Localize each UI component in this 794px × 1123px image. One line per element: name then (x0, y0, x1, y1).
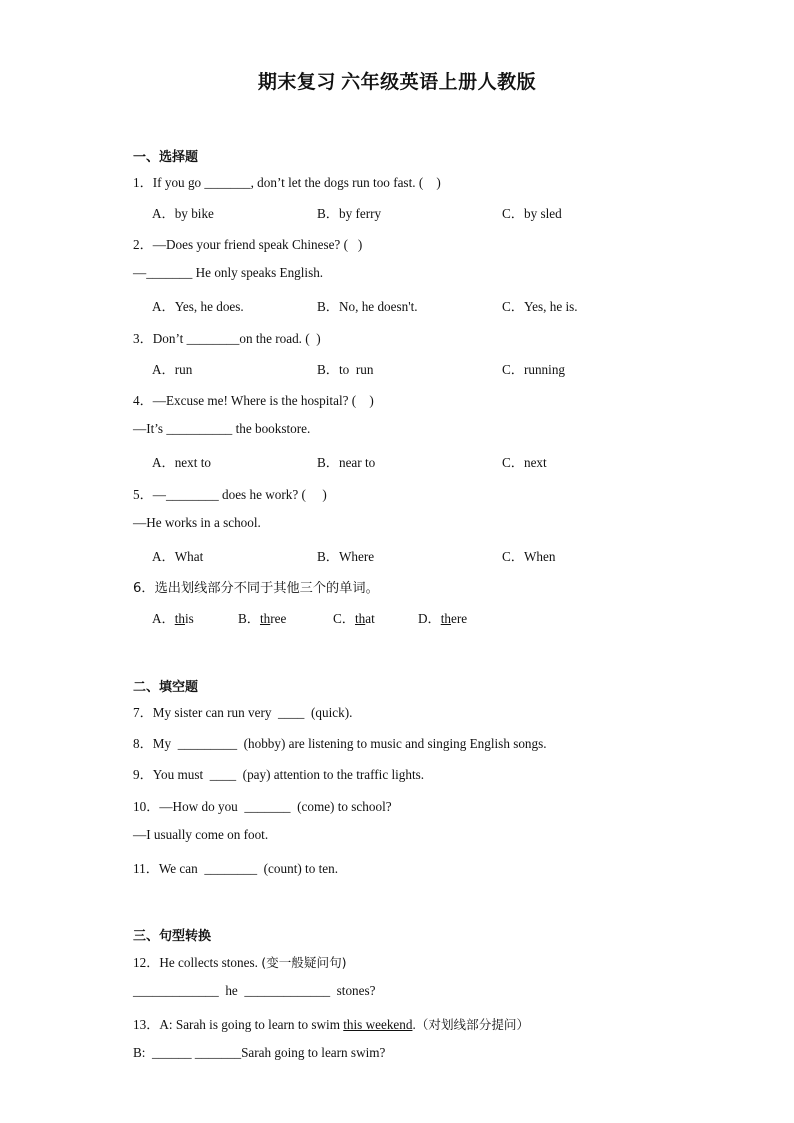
question-4-stem: 4．—Excuse me! Where is the hospital? ( ) (133, 393, 374, 408)
question-3-option-a: A．run (152, 362, 193, 377)
question-7: 7．My sister can run very ____ (quick). (133, 705, 353, 720)
question-2-option-a: A．Yes, he does. (152, 299, 244, 314)
question-9: 9．You must ____ (pay) attention to the traffic lights. (133, 767, 425, 782)
question-13-period: . (412, 1017, 416, 1032)
question-2-line: —_______ He only speaks English. (133, 265, 324, 280)
question-2-stem: 2．—Does your friend speak Chinese? ( ) (133, 237, 363, 252)
question-12-stem (133, 952, 347, 971)
question-8: 8．My _________ (hobby) are listening to music and singing English songs. (133, 736, 547, 751)
underlined-part: th (440, 611, 451, 626)
question-5-line: —He works in a school. (133, 515, 261, 530)
word-rest: at (365, 611, 375, 626)
section-title-fill-blank: 二、填空题 (133, 680, 199, 695)
question-5-option-b: B．Where (317, 549, 375, 564)
question-13-stem (133, 1014, 529, 1033)
question-6-option-c (333, 608, 375, 627)
option-label: B． (238, 611, 260, 626)
section-title-choice: 一、选择题 (133, 150, 199, 165)
question-4-option-c: C．next (502, 455, 547, 470)
question-12-answer-line: _____________ he _____________ stones? (133, 983, 376, 998)
question-5-stem: 5．—________ does he work? ( ) (133, 487, 327, 502)
word-rest: is (184, 611, 194, 626)
option-label: D． (418, 611, 441, 626)
word-rest: ree (270, 611, 287, 626)
question-1-stem: 1．If you go _______, don’t let the dogs run too fast. ( ) (133, 175, 441, 190)
question-2-option-c: C．Yes, he is. (502, 299, 578, 314)
question-13-instruction: （对划线部分提问） (415, 1017, 530, 1032)
question-4-option-a: A．next to (152, 455, 211, 470)
question-3-option-c: C．running (502, 362, 566, 377)
question-12-text: 12．He collects stones. (133, 955, 262, 970)
question-1-option-a: A．by bike (152, 206, 214, 221)
section-title-sentence-transform: 三、句型转换 (133, 929, 212, 944)
question-6-option-b (238, 608, 286, 627)
page-title: 期末复习 六年级英语上册人教版 (257, 72, 537, 93)
question-6-option-d (418, 608, 467, 627)
question-5-option-c: C．When (502, 549, 556, 564)
question-4-option-b: B．near to (317, 455, 376, 470)
question-13-underlined: this weekend (343, 1017, 413, 1032)
question-11: 11．We can ________ (count) to ten. (133, 861, 339, 876)
question-6-stem: 6．选出划线部分不同于其他三个的单词。 (133, 581, 379, 596)
underlined-part: th (354, 611, 366, 626)
question-3-stem: 3．Don’t ________on the road. ( ) (133, 331, 321, 346)
question-13-answer-line: B: ______ _______Sarah going to learn swim? (133, 1045, 386, 1060)
question-1-option-b: B．by ferry (317, 206, 382, 221)
question-5-option-a: A．What (152, 549, 204, 564)
option-label: A． (152, 611, 175, 626)
question-12-instruction: (变一般疑问句) (261, 955, 347, 970)
word-rest: ere (450, 611, 468, 626)
question-1-option-c: C．by sled (502, 206, 562, 221)
option-label: C． (333, 611, 355, 626)
question-3-option-b: B．to run (317, 362, 374, 377)
question-4-line: —It’s __________ the bookstore. (133, 421, 311, 436)
underlined-part: th (259, 611, 271, 626)
question-6-option-a (152, 608, 194, 627)
question-2-option-b: B．No, he doesn't. (317, 299, 418, 314)
question-10-stem: 10．—How do you _______ (come) to school? (133, 799, 392, 814)
question-10-line: —I usually come on foot. (133, 827, 269, 842)
question-13-text: 13．A: Sarah is going to learn to swim (133, 1017, 344, 1032)
underlined-part: th (174, 611, 185, 626)
